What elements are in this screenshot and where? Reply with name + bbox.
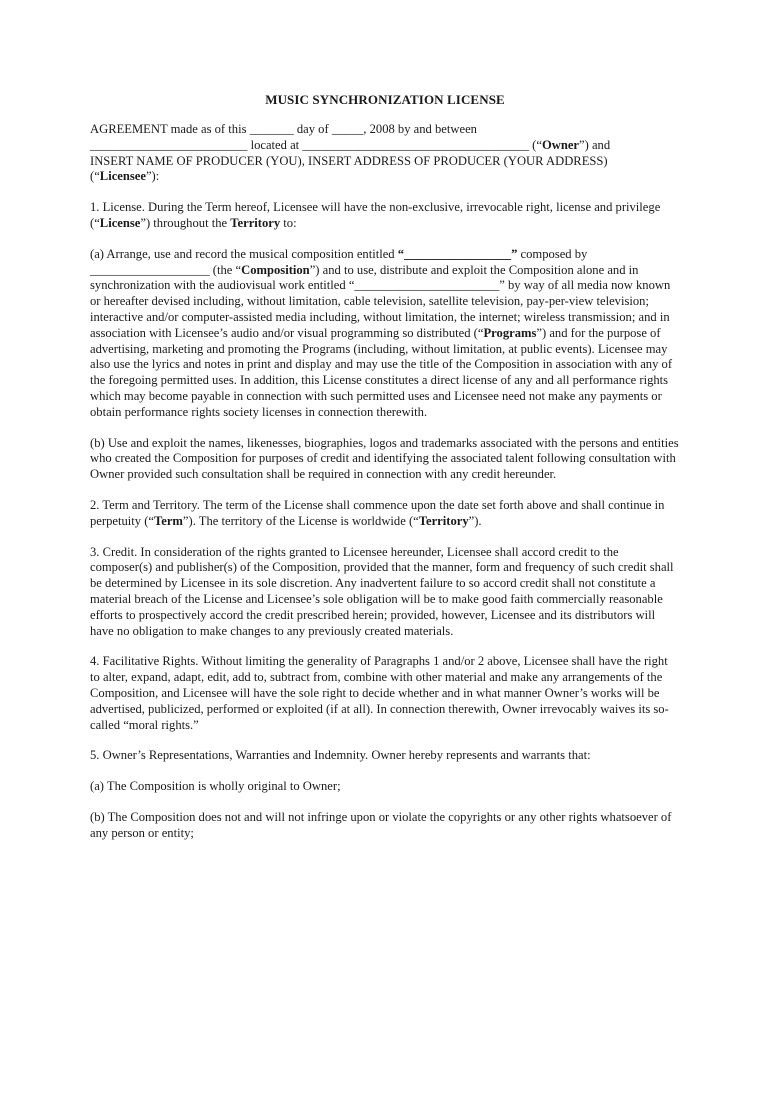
agreement-intro — [90, 122, 680, 185]
owner-defined-term: Owner — [541, 137, 580, 152]
section-5-representations: 5. Owner’s Representations, Warranties and Indemnity. Owner hereby represents and warrants that: — [90, 748, 591, 763]
territory-defined-term: Territory — [230, 215, 281, 230]
section-1-license — [90, 200, 680, 232]
section-1b-names: (b) Use and exploit the names, likenesses, biographies, logos and trademarks associated with the persons and entities who created the Composition for purposes of credit and identifying the associated talent following consultation with Owner provided such consultation shall be required in connection with any credit hereunder. — [90, 435, 679, 482]
section-1-text-c: to: — [280, 215, 297, 230]
section-1a-text-a: (a) Arrange, use and record the musical composition entitled — [90, 246, 398, 261]
section-1a-arrange — [90, 247, 680, 421]
document-page — [0, 92, 768, 1116]
intro-line-4-end: ”): — [145, 169, 160, 184]
licensee-defined-term: Licensee — [99, 169, 146, 184]
section-1a-text-c: ”) and to use, distribute and exploit the Composition alone and in synchronization with the audiovisual work entitled “_______________________” by way of all media now known or hereafter devised including, without limitation, cable television, satellite television, pay-per-view television; interactive and/or computer-assisted media including, without limitation, the internet; wireless transmission; and in association with Licensee’s audio and/or visual programming so distributed (“ — [90, 262, 671, 340]
programs-defined-term: Programs — [483, 325, 537, 340]
composition-title-blank: “_________________” — [397, 246, 518, 261]
section-2-text-b: ”). The territory of the License is worldwide (“ — [182, 513, 419, 528]
section-1a-text-b: composed by ___________________ (the “ — [90, 246, 588, 277]
section-1-text-b: ”) throughout the — [140, 215, 231, 230]
section-3-credit: 3. Credit. In consideration of the rights granted to Licensee hereunder, Licensee shall accord credit to the composer(s) and publisher(s) of the Composition, provided that the manner, form and frequency of such credit shall be determined by Licensee in its sole discretion. Any inadvertent failure to so accord credit shall not constitute a material breach of the License and Licensee’s sole obligation will be to make good faith commercially reasonable efforts to prospectively accord the credit prescribed herein; provided, however, Licensee and its distributors will have no obligation to make changes to any previously created materials. — [90, 544, 674, 638]
section-2-term — [90, 498, 680, 530]
section-5a-original: (a) The Composition is wholly original to Owner; — [90, 779, 341, 794]
section-4-facilitative-rights: 4. Facilitative Rights. Without limiting the generality of Paragraphs 1 and/or 2 above, Licensee shall have the right to alter, expand, adapt, edit, add to, subtract from, combine with other material and make any arrangements of the Composition, and Licensee will have the sole right to decide whether and in what manner Owner’s works will be advertised, publicized, performed or exploited (if at all). In connection therewith, Owner irrevocably waives its so-called “moral rights.” — [90, 654, 669, 732]
intro-line-2-end: ”) and — [579, 137, 611, 152]
section-1-text-a: 1. License. During the Term hereof, Licensee will have the non-exclusive, irrevocable right, license and privilege (“ — [90, 200, 661, 230]
section-5b-non-infringement: (b) The Composition does not and will not infringe upon or violate the copyrights or any other rights whatsoever of any person or entity; — [90, 809, 672, 840]
section-2-text-c: ”). — [468, 513, 482, 528]
intro-line-1: AGREEMENT made as of this _______ day of _____, 2008 by and between — [90, 122, 477, 136]
license-defined-term: License — [99, 215, 141, 230]
intro-line-2: _________________________ located at ____________________________________ (“ — [90, 137, 542, 152]
territory-defined-term-2: Territory — [418, 513, 469, 528]
section-1a-text-d: ”) and for the purpose of advertising, marketing and promoting the Programs (including, without limitation, at public events). Licensee may also use the lyrics and notes in print and display and may use the title of the Composition in association with any of the foregoing permitted uses. In addition, this License constitutes a direct license of any and all performance rights which may become payable in connection with such permitted uses and Licensee need not make any payments or obtain performance rights society licenses in connection therewith. — [90, 325, 673, 419]
term-defined-term: Term — [154, 513, 183, 528]
intro-line-4-start: (“ — [90, 169, 100, 184]
intro-line-3: INSERT NAME OF PRODUCER (YOU), INSERT ADDRESS OF PRODUCER (YOUR ADDRESS) — [90, 153, 608, 168]
document-title: MUSIC SYNCHRONIZATION LICENSE — [265, 92, 505, 107]
section-2-text-a: 2. Term and Territory. The term of the License shall commence upon the date set forth above and shall continue in perpetuity (“ — [90, 497, 665, 528]
composition-defined-term: Composition — [241, 262, 310, 277]
